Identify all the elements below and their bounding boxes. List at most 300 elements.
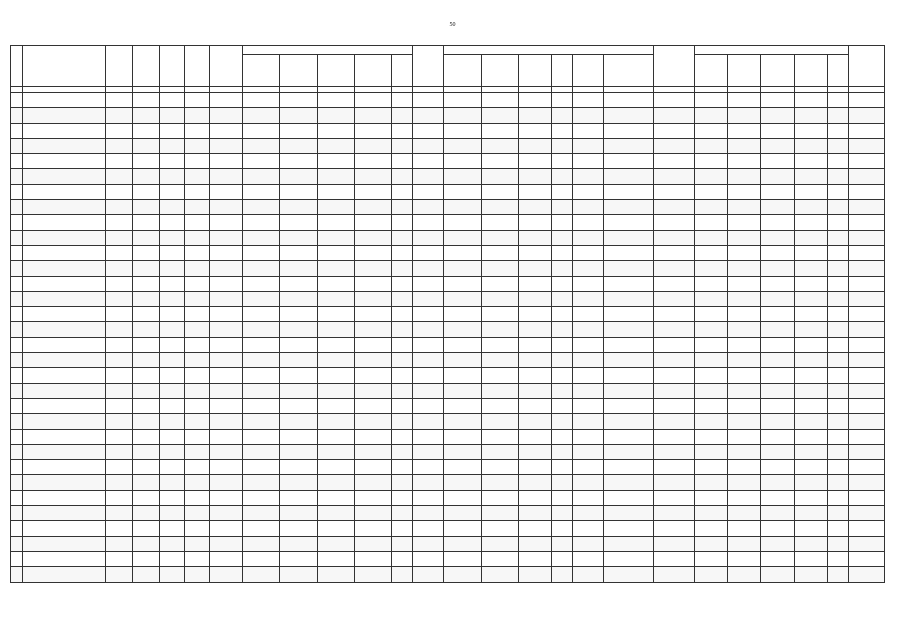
- table-cell: [653, 291, 694, 306]
- table-cell: [185, 108, 210, 123]
- table-cell: [603, 460, 653, 475]
- table-cell: [794, 291, 827, 306]
- table-cell: [481, 475, 518, 490]
- table-cell: [794, 184, 827, 199]
- table-cell: [209, 200, 242, 215]
- table-cell: [848, 93, 884, 108]
- table-cell: [653, 398, 694, 413]
- table-cell: [761, 215, 794, 230]
- table-cell: [209, 398, 242, 413]
- table-cell: [106, 184, 133, 199]
- table-cell: [761, 521, 794, 536]
- table-cell: [133, 307, 160, 322]
- header-cell: [106, 46, 133, 87]
- table-cell: [160, 261, 185, 276]
- table-cell: [603, 138, 653, 153]
- table-cell: [518, 215, 551, 230]
- table-cell: [392, 245, 413, 260]
- table-cell: [133, 108, 160, 123]
- table-cell: [481, 521, 518, 536]
- table-cell: [794, 353, 827, 368]
- table-cell: [552, 429, 573, 444]
- table-cell: [481, 398, 518, 413]
- table-cell: [11, 215, 23, 230]
- table-cell: [160, 276, 185, 291]
- table-cell: [243, 215, 280, 230]
- table-cell: [317, 536, 354, 551]
- table-cell: [317, 521, 354, 536]
- table-cell: [518, 291, 551, 306]
- table-row: [11, 154, 885, 169]
- table-cell: [243, 506, 280, 521]
- table-cell: [209, 521, 242, 536]
- table-cell: [695, 307, 728, 322]
- table-cell: [160, 383, 185, 398]
- table-cell: [848, 184, 884, 199]
- table-cell: [444, 123, 481, 138]
- table-cell: [444, 138, 481, 153]
- table-row: [11, 215, 885, 230]
- table-cell: [695, 521, 728, 536]
- table-cell: [280, 353, 317, 368]
- header-cell: [133, 46, 160, 87]
- table-cell: [848, 567, 884, 582]
- table-cell: [603, 536, 653, 551]
- table-cell: [653, 322, 694, 337]
- table-cell: [413, 536, 444, 551]
- header-cell: [481, 55, 518, 87]
- table-cell: [392, 322, 413, 337]
- table-cell: [392, 276, 413, 291]
- table-cell: [280, 215, 317, 230]
- table-cell: [653, 169, 694, 184]
- table-cell: [827, 276, 848, 291]
- table-cell: [794, 567, 827, 582]
- table-cell: [106, 368, 133, 383]
- table-cell: [848, 245, 884, 260]
- table-cell: [280, 138, 317, 153]
- table-cell: [133, 276, 160, 291]
- table-cell: [160, 460, 185, 475]
- table-cell: [653, 93, 694, 108]
- table-cell: [106, 200, 133, 215]
- table-cell: [160, 291, 185, 306]
- table-cell: [481, 490, 518, 505]
- table-cell: [572, 551, 603, 566]
- table-cell: [355, 521, 392, 536]
- table-cell: [794, 383, 827, 398]
- table-cell: [185, 429, 210, 444]
- table-cell: [185, 383, 210, 398]
- table-cell: [695, 551, 728, 566]
- table-cell: [209, 353, 242, 368]
- table-cell: [761, 108, 794, 123]
- table-cell: [280, 123, 317, 138]
- table-cell: [280, 108, 317, 123]
- table-cell: [209, 337, 242, 352]
- table-cell: [280, 567, 317, 582]
- table-cell: [848, 307, 884, 322]
- table-cell: [653, 383, 694, 398]
- table-cell: [603, 337, 653, 352]
- table-cell: [413, 169, 444, 184]
- table-cell: [209, 322, 242, 337]
- table-cell: [653, 444, 694, 459]
- table-cell: [243, 521, 280, 536]
- table-cell: [827, 200, 848, 215]
- table-cell: [11, 414, 23, 429]
- table-cell: [11, 383, 23, 398]
- header-cell: [761, 55, 794, 87]
- table-cell: [695, 230, 728, 245]
- table-cell: [444, 414, 481, 429]
- table-cell: [481, 383, 518, 398]
- table-cell: [827, 169, 848, 184]
- table-cell: [827, 215, 848, 230]
- table-cell: [848, 521, 884, 536]
- table-cell: [185, 215, 210, 230]
- table-cell: [728, 429, 761, 444]
- table-cell: [728, 444, 761, 459]
- table-cell: [848, 154, 884, 169]
- table-cell: [761, 230, 794, 245]
- table-cell: [280, 429, 317, 444]
- table-cell: [133, 215, 160, 230]
- table-cell: [133, 490, 160, 505]
- table-cell: [848, 383, 884, 398]
- table-cell: [603, 230, 653, 245]
- table-cell: [572, 383, 603, 398]
- table-cell: [848, 444, 884, 459]
- table-cell: [481, 245, 518, 260]
- table-cell: [552, 230, 573, 245]
- table-cell: [413, 154, 444, 169]
- table-cell: [280, 245, 317, 260]
- table-cell: [280, 276, 317, 291]
- table-cell: [185, 337, 210, 352]
- table-cell: [413, 322, 444, 337]
- table-cell: [572, 154, 603, 169]
- table-cell: [728, 169, 761, 184]
- table-cell: [243, 138, 280, 153]
- table-cell: [209, 169, 242, 184]
- table-cell: [209, 154, 242, 169]
- table-cell: [11, 398, 23, 413]
- table-cell: [761, 322, 794, 337]
- table-cell: [280, 521, 317, 536]
- table-cell: [355, 291, 392, 306]
- table-cell: [11, 521, 23, 536]
- table-cell: [481, 337, 518, 352]
- header-cell: [827, 55, 848, 87]
- table-cell: [160, 108, 185, 123]
- table-cell: [413, 123, 444, 138]
- table-cell: [413, 490, 444, 505]
- table-row: [11, 536, 885, 551]
- table-cell: [133, 429, 160, 444]
- table-cell: [518, 398, 551, 413]
- table-cell: [761, 200, 794, 215]
- table-cell: [160, 138, 185, 153]
- table-cell: [317, 353, 354, 368]
- table-cell: [106, 215, 133, 230]
- table-cell: [518, 444, 551, 459]
- table-cell: [695, 169, 728, 184]
- table-cell: [317, 368, 354, 383]
- table-body: [11, 93, 885, 583]
- table-cell: [518, 414, 551, 429]
- table-cell: [11, 475, 23, 490]
- table-cell: [413, 521, 444, 536]
- table-cell: [280, 398, 317, 413]
- header-cell: [794, 55, 827, 87]
- table-cell: [572, 307, 603, 322]
- table-cell: [392, 475, 413, 490]
- table-cell: [552, 108, 573, 123]
- header-group-row: [11, 46, 885, 55]
- table-cell: [848, 322, 884, 337]
- table-cell: [280, 230, 317, 245]
- table-cell: [317, 93, 354, 108]
- table-cell: [653, 353, 694, 368]
- table-cell: [280, 261, 317, 276]
- table-cell: [23, 200, 106, 215]
- table-cell: [280, 475, 317, 490]
- table-cell: [243, 230, 280, 245]
- table-cell: [794, 307, 827, 322]
- table-row: [11, 490, 885, 505]
- table-cell: [11, 169, 23, 184]
- table-cell: [209, 490, 242, 505]
- table-cell: [185, 261, 210, 276]
- table-cell: [106, 398, 133, 413]
- table-row: [11, 460, 885, 475]
- table-row: [11, 322, 885, 337]
- table-cell: [848, 536, 884, 551]
- table-cell: [481, 261, 518, 276]
- table-cell: [603, 567, 653, 582]
- table-cell: [160, 307, 185, 322]
- table-cell: [552, 337, 573, 352]
- table-cell: [695, 93, 728, 108]
- table-cell: [106, 93, 133, 108]
- table-cell: [11, 353, 23, 368]
- table-cell: [572, 567, 603, 582]
- table-cell: [392, 383, 413, 398]
- table-cell: [552, 245, 573, 260]
- table-cell: [695, 429, 728, 444]
- table-cell: [481, 123, 518, 138]
- budget-table: [10, 45, 885, 583]
- table-cell: [280, 368, 317, 383]
- table-cell: [355, 475, 392, 490]
- table-cell: [695, 154, 728, 169]
- table-cell: [518, 230, 551, 245]
- table-cell: [794, 93, 827, 108]
- table-cell: [603, 291, 653, 306]
- table-cell: [728, 245, 761, 260]
- table-cell: [413, 398, 444, 413]
- table-cell: [413, 460, 444, 475]
- table-cell: [481, 169, 518, 184]
- table-cell: [827, 383, 848, 398]
- table-cell: [572, 536, 603, 551]
- table-cell: [827, 291, 848, 306]
- table-cell: [572, 475, 603, 490]
- table-cell: [552, 506, 573, 521]
- table-row: [11, 245, 885, 260]
- table-cell: [848, 490, 884, 505]
- table-cell: [572, 490, 603, 505]
- table-cell: [243, 169, 280, 184]
- table-cell: [552, 490, 573, 505]
- table-cell: [603, 307, 653, 322]
- table-cell: [243, 93, 280, 108]
- table-cell: [444, 200, 481, 215]
- table-cell: [133, 398, 160, 413]
- table-cell: [572, 429, 603, 444]
- table-cell: [355, 398, 392, 413]
- table-cell: [392, 291, 413, 306]
- table-cell: [133, 261, 160, 276]
- table-cell: [444, 368, 481, 383]
- table-cell: [827, 368, 848, 383]
- table-cell: [761, 551, 794, 566]
- table-cell: [160, 490, 185, 505]
- table-cell: [518, 383, 551, 398]
- table-cell: [728, 567, 761, 582]
- table-cell: [106, 429, 133, 444]
- table-cell: [23, 245, 106, 260]
- table-cell: [444, 444, 481, 459]
- table-cell: [23, 398, 106, 413]
- table-cell: [653, 567, 694, 582]
- table-cell: [185, 307, 210, 322]
- table-cell: [413, 215, 444, 230]
- table-cell: [695, 123, 728, 138]
- table-cell: [185, 444, 210, 459]
- table-cell: [603, 245, 653, 260]
- table-cell: [481, 200, 518, 215]
- table-cell: [133, 230, 160, 245]
- table-cell: [603, 353, 653, 368]
- table-cell: [695, 108, 728, 123]
- table-cell: [185, 506, 210, 521]
- table-cell: [444, 261, 481, 276]
- table-cell: [518, 261, 551, 276]
- table-cell: [695, 276, 728, 291]
- table-cell: [794, 506, 827, 521]
- table-cell: [444, 276, 481, 291]
- table-cell: [160, 506, 185, 521]
- table-cell: [317, 322, 354, 337]
- table-cell: [827, 337, 848, 352]
- table-cell: [827, 490, 848, 505]
- table-cell: [728, 261, 761, 276]
- table-cell: [728, 521, 761, 536]
- table-cell: [761, 490, 794, 505]
- table-cell: [317, 551, 354, 566]
- table-cell: [603, 154, 653, 169]
- table-cell: [185, 567, 210, 582]
- table-cell: [603, 414, 653, 429]
- table-cell: [355, 245, 392, 260]
- table-cell: [728, 460, 761, 475]
- table-cell: [848, 261, 884, 276]
- table-cell: [11, 184, 23, 199]
- table-cell: [392, 536, 413, 551]
- table-cell: [695, 490, 728, 505]
- table-cell: [518, 108, 551, 123]
- table-cell: [444, 184, 481, 199]
- table-cell: [603, 490, 653, 505]
- table-cell: [185, 536, 210, 551]
- table-cell: [106, 460, 133, 475]
- table-cell: [413, 567, 444, 582]
- table-cell: [355, 169, 392, 184]
- table-cell: [106, 536, 133, 551]
- table-cell: [572, 444, 603, 459]
- table-cell: [23, 414, 106, 429]
- table-cell: [444, 383, 481, 398]
- table-cell: [23, 276, 106, 291]
- table-cell: [572, 245, 603, 260]
- table-cell: [11, 368, 23, 383]
- table-cell: [413, 93, 444, 108]
- table-cell: [794, 414, 827, 429]
- table-cell: [133, 93, 160, 108]
- table-cell: [518, 154, 551, 169]
- table-cell: [23, 307, 106, 322]
- table-cell: [160, 337, 185, 352]
- table-cell: [413, 138, 444, 153]
- table-cell: [552, 184, 573, 199]
- table-cell: [355, 368, 392, 383]
- table-cell: [23, 291, 106, 306]
- table-cell: [392, 215, 413, 230]
- table-cell: [11, 108, 23, 123]
- table-cell: [848, 460, 884, 475]
- table-cell: [317, 123, 354, 138]
- table-cell: [355, 490, 392, 505]
- table-cell: [603, 108, 653, 123]
- table-cell: [392, 460, 413, 475]
- table-cell: [481, 429, 518, 444]
- table-cell: [552, 368, 573, 383]
- table-cell: [185, 551, 210, 566]
- table-cell: [552, 276, 573, 291]
- table-cell: [603, 184, 653, 199]
- table-cell: [848, 291, 884, 306]
- table-cell: [209, 123, 242, 138]
- table-cell: [728, 551, 761, 566]
- table-cell: [653, 551, 694, 566]
- table-cell: [11, 138, 23, 153]
- table-cell: [653, 460, 694, 475]
- table-cell: [794, 475, 827, 490]
- table-cell: [209, 108, 242, 123]
- table-cell: [133, 154, 160, 169]
- table-cell: [572, 93, 603, 108]
- table-cell: [185, 291, 210, 306]
- table-cell: [444, 536, 481, 551]
- table-cell: [695, 353, 728, 368]
- table-cell: [106, 307, 133, 322]
- table-row: [11, 414, 885, 429]
- table-cell: [209, 291, 242, 306]
- table-cell: [827, 138, 848, 153]
- table-cell: [552, 536, 573, 551]
